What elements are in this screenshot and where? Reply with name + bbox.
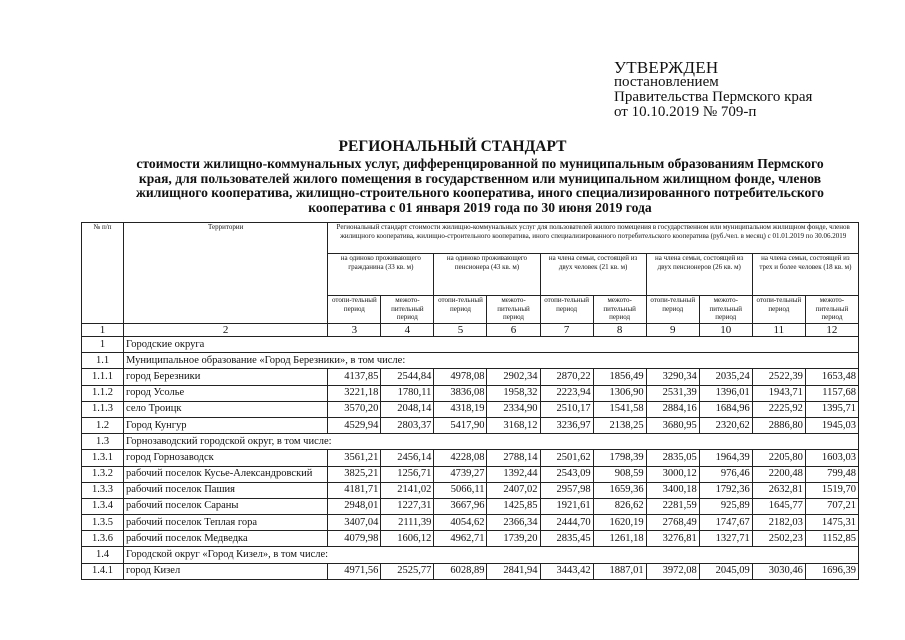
- row-code: 1.1.1: [82, 369, 124, 385]
- row-value: 3443,42: [540, 563, 593, 579]
- row-value: 2141,02: [381, 482, 434, 498]
- header-territory: Территории: [124, 223, 328, 324]
- column-number: 12: [805, 324, 858, 337]
- approval-line: постановлением: [614, 74, 719, 90]
- column-number: 9: [646, 324, 699, 337]
- row-value: 4971,56: [328, 563, 381, 579]
- row-value: 1645,77: [752, 498, 805, 514]
- row-territory: город Березники: [124, 369, 328, 385]
- row-value: 1921,61: [540, 498, 593, 514]
- row-code: 1.3.4: [82, 498, 124, 514]
- header-interheating-period: межото-пительный период: [487, 296, 540, 324]
- row-value: 2456,14: [381, 450, 434, 466]
- row-value: 976,46: [699, 466, 752, 482]
- table-row: [82, 401, 859, 417]
- row-territory: Городской округ «Город Кизел», в том числе:: [124, 547, 859, 563]
- row-value: 1396,01: [699, 385, 752, 401]
- header-heating-period: отопи-тельный период: [646, 296, 699, 324]
- row-value: 2957,98: [540, 482, 593, 498]
- header-heating-period: отопи-тельный период: [540, 296, 593, 324]
- document-title: РЕГИОНАЛЬНЫЙ СТАНДАРТ: [338, 138, 567, 155]
- row-value: 2045,09: [699, 563, 752, 579]
- row-value: 1943,71: [752, 385, 805, 401]
- row-code: 1.3.1: [82, 450, 124, 466]
- row-territory: рабочий поселок Пашия: [124, 482, 328, 498]
- table-row: [82, 385, 859, 401]
- row-value: 707,21: [805, 498, 858, 514]
- row-value: 4181,71: [328, 482, 381, 498]
- row-value: 5417,90: [434, 417, 487, 433]
- row-value: 3290,34: [646, 369, 699, 385]
- row-value: 5066,11: [434, 482, 487, 498]
- row-value: 3000,12: [646, 466, 699, 482]
- row-value: 908,59: [593, 466, 646, 482]
- row-code: 1.1.3: [82, 401, 124, 417]
- row-value: 1739,20: [487, 531, 540, 547]
- row-value: 2366,34: [487, 515, 540, 531]
- row-territory: рабочий поселок Сараны: [124, 498, 328, 514]
- row-value: 1395,71: [805, 401, 858, 417]
- row-value: 826,62: [593, 498, 646, 514]
- row-value: 2502,23: [752, 531, 805, 547]
- row-value: 2205,80: [752, 450, 805, 466]
- row-value: 2281,59: [646, 498, 699, 514]
- row-value: 3221,18: [328, 385, 381, 401]
- row-code: 1.3.6: [82, 531, 124, 547]
- row-territory: рабочий поселок Медведка: [124, 531, 328, 547]
- column-number: 5: [434, 324, 487, 337]
- row-code: 1.1.2: [82, 385, 124, 401]
- row-value: 1780,11: [381, 385, 434, 401]
- row-value: 2111,39: [381, 515, 434, 531]
- standard-table: [81, 222, 859, 580]
- row-value: 2334,90: [487, 401, 540, 417]
- row-code: 1.4: [82, 547, 124, 563]
- table-row: [82, 417, 859, 433]
- row-territory: город Горнозаводск: [124, 450, 328, 466]
- row-value: 4962,71: [434, 531, 487, 547]
- row-value: 4978,08: [434, 369, 487, 385]
- row-value: 1620,19: [593, 515, 646, 531]
- row-value: 2870,22: [540, 369, 593, 385]
- table-row: [82, 547, 859, 563]
- approval-line: Правительства Пермского края: [614, 89, 813, 105]
- row-value: 925,89: [699, 498, 752, 514]
- header-heating-period: отопи-тельный период: [752, 296, 805, 324]
- row-value: 4318,19: [434, 401, 487, 417]
- table-row: [82, 353, 859, 369]
- row-value: 3570,20: [328, 401, 381, 417]
- document-subtitle: стоимости жилищно-коммунальных услуг, дифференцированной по муниципальным образованиям Пермского края, для пользователей жилого помещения в государственном или муниципальном жилищном фонде, членов жилищного кооператива, жилищно-строительного кооператива, иного специализированного потребительского кооператива с 01 января 2019 года по 30 июня 2019 года: [136, 156, 824, 215]
- column-number: 6: [487, 324, 540, 337]
- column-number: 7: [540, 324, 593, 337]
- row-value: 1792,36: [699, 482, 752, 498]
- row-value: 3667,96: [434, 498, 487, 514]
- table-row: [82, 450, 859, 466]
- row-value: 2223,94: [540, 385, 593, 401]
- row-territory: Муниципальное образование «Город Березники», в том числе:: [124, 353, 859, 369]
- row-value: 4739,27: [434, 466, 487, 482]
- row-value: 1425,85: [487, 498, 540, 514]
- row-value: 1392,44: [487, 466, 540, 482]
- row-value: 1152,85: [805, 531, 858, 547]
- table-row: [82, 531, 859, 547]
- row-territory: Город Кунгур: [124, 417, 328, 433]
- column-number: 1: [82, 324, 124, 337]
- row-value: 1887,01: [593, 563, 646, 579]
- row-value: 2835,05: [646, 450, 699, 466]
- row-code: 1.4.1: [82, 563, 124, 579]
- row-value: 3030,46: [752, 563, 805, 579]
- row-value: 2841,94: [487, 563, 540, 579]
- row-value: 2543,09: [540, 466, 593, 482]
- table-row: [82, 466, 859, 482]
- row-value: 3168,12: [487, 417, 540, 433]
- header-num: № п/п: [82, 223, 124, 324]
- row-value: 2632,81: [752, 482, 805, 498]
- row-value: 4137,85: [328, 369, 381, 385]
- row-value: 3825,21: [328, 466, 381, 482]
- row-territory: Горнозаводский городской округ, в том числе:: [124, 434, 859, 450]
- row-value: 799,48: [805, 466, 858, 482]
- row-value: 1945,03: [805, 417, 858, 433]
- row-value: 2768,49: [646, 515, 699, 531]
- row-value: 2035,24: [699, 369, 752, 385]
- row-code: 1.3: [82, 434, 124, 450]
- header-group: на члена семьи, состоящей из трех и более человек (18 кв. м): [752, 254, 858, 296]
- row-value: 1747,67: [699, 515, 752, 531]
- row-value: 2225,92: [752, 401, 805, 417]
- row-value: 2886,80: [752, 417, 805, 433]
- column-number: 4: [381, 324, 434, 337]
- row-value: 1684,96: [699, 401, 752, 417]
- row-value: 2902,34: [487, 369, 540, 385]
- row-value: 3680,95: [646, 417, 699, 433]
- row-value: 3400,18: [646, 482, 699, 498]
- table-row: [82, 434, 859, 450]
- row-value: 2444,70: [540, 515, 593, 531]
- row-value: 1541,58: [593, 401, 646, 417]
- table-row: [82, 337, 859, 353]
- row-territory: село Троицк: [124, 401, 328, 417]
- row-value: 1603,03: [805, 450, 858, 466]
- table-row: [82, 498, 859, 514]
- header-group: на одиноко проживающего гражданина (33 кв. м): [328, 254, 434, 296]
- row-value: 1958,32: [487, 385, 540, 401]
- row-value: 1798,39: [593, 450, 646, 466]
- table-row: [82, 563, 859, 579]
- header-interheating-period: межото-пительный период: [593, 296, 646, 324]
- row-value: 2803,37: [381, 417, 434, 433]
- row-code: 1: [82, 337, 124, 353]
- column-number: 2: [124, 324, 328, 337]
- row-code: 1.1: [82, 353, 124, 369]
- row-code: 1.3.5: [82, 515, 124, 531]
- row-value: 2788,14: [487, 450, 540, 466]
- row-value: 1519,70: [805, 482, 858, 498]
- row-value: 1157,68: [805, 385, 858, 401]
- row-value: 1227,31: [381, 498, 434, 514]
- row-value: 3236,97: [540, 417, 593, 433]
- header-interheating-period: межото-пительный период: [699, 296, 752, 324]
- row-value: 4228,08: [434, 450, 487, 466]
- column-numbers-row: [82, 324, 859, 337]
- row-value: 1964,39: [699, 450, 752, 466]
- row-value: 1306,90: [593, 385, 646, 401]
- row-value: 2407,02: [487, 482, 540, 498]
- row-value: 2835,45: [540, 531, 593, 547]
- row-value: 1256,71: [381, 466, 434, 482]
- row-value: 4054,62: [434, 515, 487, 531]
- row-value: 3836,08: [434, 385, 487, 401]
- column-number: 8: [593, 324, 646, 337]
- row-territory: рабочий поселок Теплая гора: [124, 515, 328, 531]
- row-territory: город Кизел: [124, 563, 328, 579]
- header-standard: Региональный стандарт стоимости жилищно-коммунальных услуг для пользователей жилого помещения в государственном или муниципальном жилищном фонде, членов жилищного кооператива, жилищно-строительного кооператива, иного специализированного потребительского кооператива (руб./чел. в месяц) с 01.01.2019 по 30.06.2019: [328, 223, 859, 254]
- row-value: 2884,16: [646, 401, 699, 417]
- approval-title: УТВЕРЖДЕН: [614, 58, 719, 77]
- header-group: на члена семьи, состоящей из двух человек (21 кв. м): [540, 254, 646, 296]
- row-value: 1653,48: [805, 369, 858, 385]
- row-value: 2531,39: [646, 385, 699, 401]
- row-value: 2501,62: [540, 450, 593, 466]
- row-value: 3407,04: [328, 515, 381, 531]
- row-value: 1261,18: [593, 531, 646, 547]
- row-code: 1.2: [82, 417, 124, 433]
- row-value: 3972,08: [646, 563, 699, 579]
- row-value: 2544,84: [381, 369, 434, 385]
- approval-block: [614, 60, 894, 120]
- row-value: 3276,81: [646, 531, 699, 547]
- row-value: 4529,94: [328, 417, 381, 433]
- table-row: [82, 369, 859, 385]
- row-value: 6028,89: [434, 563, 487, 579]
- row-value: 2182,03: [752, 515, 805, 531]
- row-value: 1659,36: [593, 482, 646, 498]
- header-heating-period: отопи-тельный период: [434, 296, 487, 324]
- row-value: 2948,01: [328, 498, 381, 514]
- header-interheating-period: межото-пительный период: [381, 296, 434, 324]
- row-territory: Городские округа: [124, 337, 859, 353]
- row-value: 2510,17: [540, 401, 593, 417]
- table-row: [82, 515, 859, 531]
- row-value: 2522,39: [752, 369, 805, 385]
- row-value: 1606,12: [381, 531, 434, 547]
- column-number: 10: [699, 324, 752, 337]
- header-interheating-period: межото-пительный период: [805, 296, 858, 324]
- row-territory: город Усолье: [124, 385, 328, 401]
- header-group: на члена семьи, состоящей из двух пенсионеров (26 кв. м): [646, 254, 752, 296]
- row-value: 2138,25: [593, 417, 646, 433]
- column-number: 11: [752, 324, 805, 337]
- row-code: 1.3.3: [82, 482, 124, 498]
- row-value: 1327,71: [699, 531, 752, 547]
- row-value: 3561,21: [328, 450, 381, 466]
- row-territory: рабочий поселок Кусье-Александровский: [124, 466, 328, 482]
- row-value: 2525,77: [381, 563, 434, 579]
- header-heating-period: отопи-тельный период: [328, 296, 381, 324]
- row-value: 1696,39: [805, 563, 858, 579]
- approval-line: от 10.10.2019 № 709-п: [614, 104, 757, 120]
- table-row: [82, 482, 859, 498]
- row-value: 2200,48: [752, 466, 805, 482]
- row-value: 2320,62: [699, 417, 752, 433]
- row-value: 1856,49: [593, 369, 646, 385]
- row-value: 2048,14: [381, 401, 434, 417]
- header-group: на одиноко проживающего пенсионера (43 кв. м): [434, 254, 540, 296]
- row-value: 1475,31: [805, 515, 858, 531]
- column-number: 3: [328, 324, 381, 337]
- row-code: 1.3.2: [82, 466, 124, 482]
- row-value: 4079,98: [328, 531, 381, 547]
